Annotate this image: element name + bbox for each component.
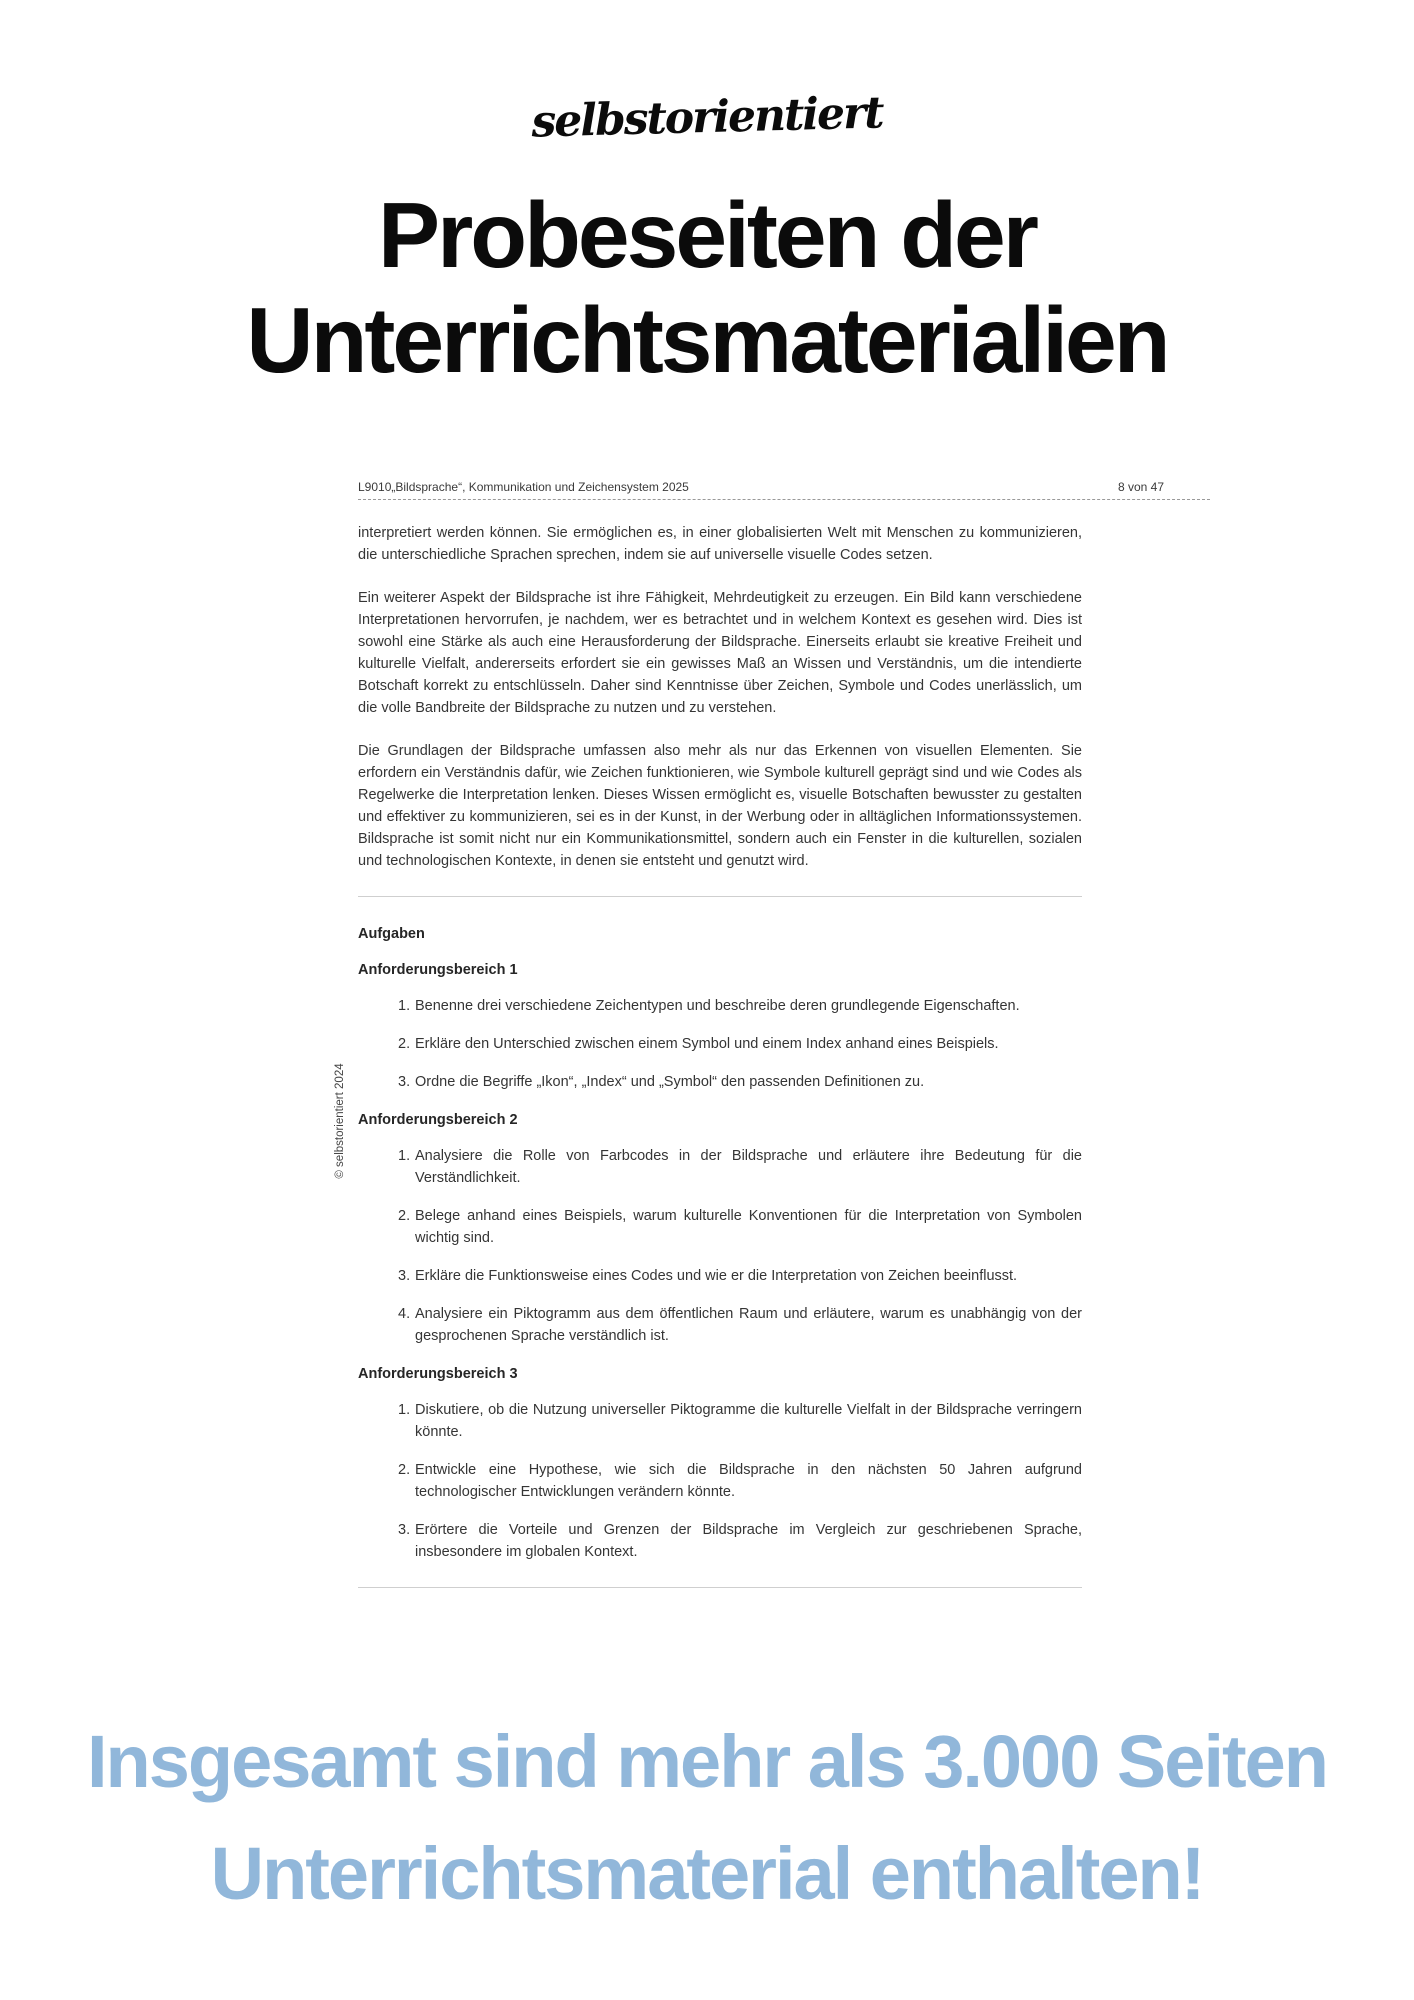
task-list-2 [358,1145,1082,1347]
task-number: 1. [398,998,411,1014]
page-title-line1: Probeseiten der [378,183,1036,287]
section-heading-2: Anforderungsbereich 2 [358,1112,518,1128]
doc-paragraph: interpretiert werden können. Sie ermöglichen es, in einer globalisierten Welt mit Menschen zu kommunizieren, die unterschiedliche Sprachen sprechen, indem sie auf universelle visuelle Codes setzen. [358,525,1082,563]
task-text: Belege anhand eines Beispiels, warum kulturelle Konventionen für die Interpretation von Symbolen wichtig sind. [415,1208,1082,1246]
task-number: 1. [398,1148,411,1164]
task-text: Analysiere ein Piktogramm aus dem öffentlichen Raum und erläutere, warum es unabhängig von der gesprochenen Sprache verständlich ist. [415,1306,1082,1344]
document-header [358,480,1210,500]
tasks-heading: Aufgaben [358,926,425,942]
task-text: Analysiere die Rolle von Farbcodes in der Bildsprache und erläutere ihre Bedeutung für die Verständlichkeit. [415,1148,1082,1186]
task-number: 2. [398,1208,411,1224]
task-number: 2. [398,1462,411,1478]
task-text: Erörtere die Vorteile und Grenzen der Bildsprache im Vergleich zur geschriebenen Sprache, insbesondere im globalen Kontext. [415,1522,1082,1560]
task-item [358,1033,1082,1055]
page-title [0,183,1414,393]
task-item [358,1145,1082,1189]
section-heading-1: Anforderungsbereich 1 [358,962,518,978]
task-number: 1. [398,1402,411,1418]
doc-paragraph: Ein weiterer Aspekt der Bildsprache ist ihre Fähigkeit, Mehrdeutigkeit zu erzeugen. Ein Bild kann verschiedene Interpretationen hervorrufen, je nachdem, wer es betrachtet und in welchem Kontext es gesehen wird. Dies ist sowohl eine Stärke als auch eine Herausforderung der Bildsprache. Einerseits erlaubt sie kreative Freiheit und kulturelle Vielfalt, andererseits erfordert sie ein gewisses Maß an Wissen und Verständnis, um die intendierte Botschaft korrekt zu entschlüsseln. Daher sind Kenntnisse über Zeichen, Symbole und Codes unerlässlich, um die volle Bandbreite der Bildsprache zu nutzen und zu verstehen. [358,590,1082,716]
task-text: Ordne die Begriffe „Ikon“, „Index“ und „Symbol“ den passenden Definitionen zu. [415,1074,925,1090]
section-heading-3: Anforderungsbereich 3 [358,1366,518,1382]
task-list-1 [358,995,1082,1093]
copyright-vertical-label: © selbstorientiert 2024 [334,1063,346,1179]
task-item [358,1303,1082,1347]
task-text: Diskutiere, ob die Nutzung universeller Piktogramme die kulturelle Vielfalt in der Bildsprache verringern könnte. [415,1402,1082,1440]
document-preview-page [358,480,1210,1614]
task-item [358,1459,1082,1503]
task-item [358,1399,1082,1443]
task-item [358,995,1082,1017]
task-item [358,1071,1082,1093]
task-item [358,1519,1082,1563]
task-item [358,1265,1082,1287]
task-number: 3. [398,1522,411,1538]
section-divider [358,896,1082,897]
task-text: Entwickle eine Hypothese, wie sich die Bildsprache in den nächsten 50 Jahren aufgrund technologischer Entwicklungen verändern könnte. [415,1462,1082,1500]
task-number: 3. [398,1268,411,1284]
doc-paragraph: Die Grundlagen der Bildsprache umfassen also mehr als nur das Erkennen von visuellen Elementen. Sie erfordern ein Verständnis dafür, wie Zeichen funktionieren, wie Symbole kulturell geprägt sind und wie Codes als Regelwerke die Interpretation lenken. Dieses Wissen ermöglicht es, visuelle Botschaften bewusster zu gestalten und effektiver zu kommunizieren, sei es in der Kunst, in der Werbung oder in alltäglichen Informationssystemen. Bildsprache ist somit nicht nur ein Kommunikationsmittel, sondern auch ein Fenster in die kulturellen, sozialen und technologischen Kontexte, in denen sie entsteht und genutzt wird. [358,743,1082,869]
page-title-line2: Unterrichtsmaterialien [246,288,1168,392]
task-number: 3. [398,1074,411,1090]
document-body [358,522,1082,1588]
task-number: 4. [398,1306,411,1322]
task-text: Erkläre die Funktionsweise eines Codes und wie er die Interpretation von Zeichen beeinflusst. [415,1268,1018,1284]
task-text: Benenne drei verschiedene Zeichentypen und beschreibe deren grundlegende Eigenschaften. [415,998,1020,1014]
section-divider [358,1587,1082,1588]
task-item [358,1205,1082,1249]
task-list-3 [358,1399,1082,1563]
document-header-title: L9010„Bildsprache“, Kommunikation und Zeichensystem 2025 [358,480,689,494]
task-number: 2. [398,1036,411,1052]
banner-line2: Unterrichtsmaterial enthalten! [210,1832,1204,1915]
brand-logo: selbstorientiert [530,87,884,148]
banner-line1: Insgesamt sind mehr als 3.000 Seiten [86,1720,1328,1803]
document-page-number: 8 von 47 [1117,480,1164,494]
task-text: Erkläre den Unterschied zwischen einem Symbol und einem Index anhand eines Beispiels. [415,1036,999,1052]
footer-banner [0,1706,1414,1930]
